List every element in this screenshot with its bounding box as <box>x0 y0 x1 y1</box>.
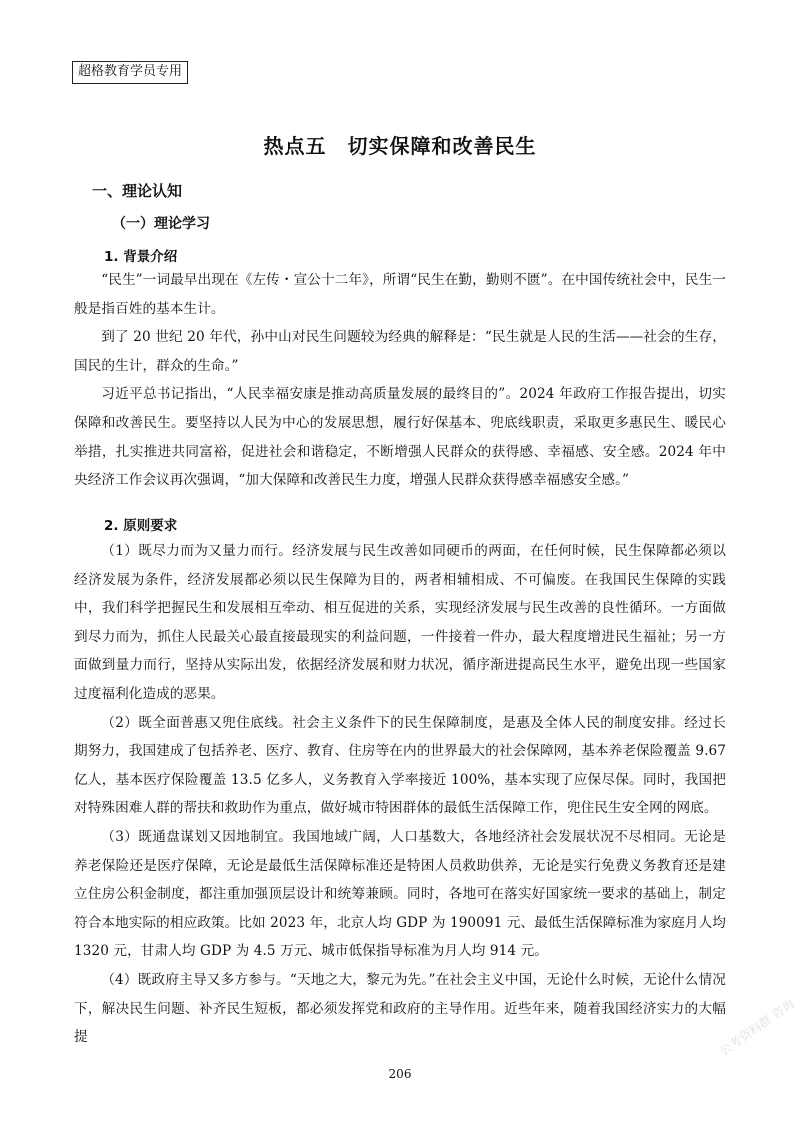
section-heading: 一、理论认知 <box>92 182 183 200</box>
paragraph: （2）既全面普惠又兜住底线。社会主义条件下的民生保障制度，是惠及全体人民的制度安排。经过长期努力，我国建成了包括养老、医疗、教育、住房等在内的世界最大的社会保障网，基本养老保险覆盖 9.67 亿人，基本医疗保险覆盖 13.5 亿多人，义务教育入学率接近 100%，基本实现了应保尽保。同时，我国把对特殊困难人群的帮扶和救助作为重点，做好城市特困群体的最低生活保障工作，兜住民生安全网的网底。 <box>74 714 726 817</box>
header-stamp: 超格教育学员专用 <box>72 61 188 84</box>
paragraph: 到了 20 世纪 20 年代，孙中山对民生问题较为经典的解释是：“民生就是人民的生活——社会的生存，国民的生计，群众的生命。” <box>74 329 726 374</box>
background-body <box>74 266 726 495</box>
paragraph: （1）既尽力而为又量力而行。经济发展与民生改善如同硬币的两面，在任何时候，民生保障都必须以经济发展为条件，经济发展都必须以民生保障为目的，两者相辅相成、不可偏废。在我国民生保障的实践中，我们科学把握民生和发展相互牵动、相互促进的关系，实现经济发展与民生改善的良性循环。一方面做到尽力而为，抓住人民最关心最直接最现实的利益问题，一件接着一件办，最大程度增进民生福祉；另一方面做到量力而行，坚持从实际出发，依据经济发展和财力状况，循序渐进提高民生水平，避免出现一些国家过度福利化造成的恶果。 <box>74 543 726 702</box>
paragraph: 习近平总书记指出，“人民幸福安康是推动高质量发展的最终目的”。2024 年政府工作报告提出，切实保障和改善民生。要坚持以人民为中心的发展思想，履行好保基本、兜底线职责，采取更多惠民生、暖民心举措，扎实推进共同富裕，促进社会和谐稳定，不断增强人民群众的获得感、幸福感、安全感。2024 年中央经济工作会议再次强调，“加大保障和改善民生力度，增强人民群众获得感幸福感安全感。” <box>74 386 726 489</box>
paragraph: “民生”一词最早出现在《左传・宣公十二年》，所谓“民生在勤，勤则不匮”。在中国传统社会中，民生一般是指百姓的基本生计。 <box>74 272 726 317</box>
subsection-heading: （一）理论学习 <box>112 216 210 232</box>
part-heading-background: 1. 背景介绍 <box>104 249 178 265</box>
part-heading-principles: 2. 原则要求 <box>104 518 178 534</box>
principles-body <box>74 537 726 1052</box>
watermark: 公考资料群 咨询 <box>717 996 798 1059</box>
page-title: 热点五 切实保障和改善民生 <box>263 134 537 158</box>
paragraph: （3）既通盘谋划又因地制宜。我国地域广阔，人口基数大，各地经济社会发展状况不尽相同。无论是养老保险还是医疗保障，无论是最低生活保障标准还是特困人员救助供养，无论是实行免费义务教育还是建立住房公积金制度，都注重加强顶层设计和统筹兼顾。同时，各地可在落实好国家统一要求的基础上，制定符合本地实际的相应政策。比如 2023 年，北京人均 GDP 为 190091 元、最低生活保障标准为家庭月人均 1320 元，甘肃人均 GDP 为 4.5 万元、城市低保指导标准为月人均 914 元。 <box>74 828 726 960</box>
paragraph: （4）既政府主导又多方参与。“天地之大，黎元为先。”在社会主义中国，无论什么时候，无论什么情况下，解决民生问题、补齐民生短板，都必须发挥党和政府的主导作用。近些年来，随着我国经济实力的大幅提 <box>74 971 726 1046</box>
page-number: 206 <box>388 1067 412 1081</box>
